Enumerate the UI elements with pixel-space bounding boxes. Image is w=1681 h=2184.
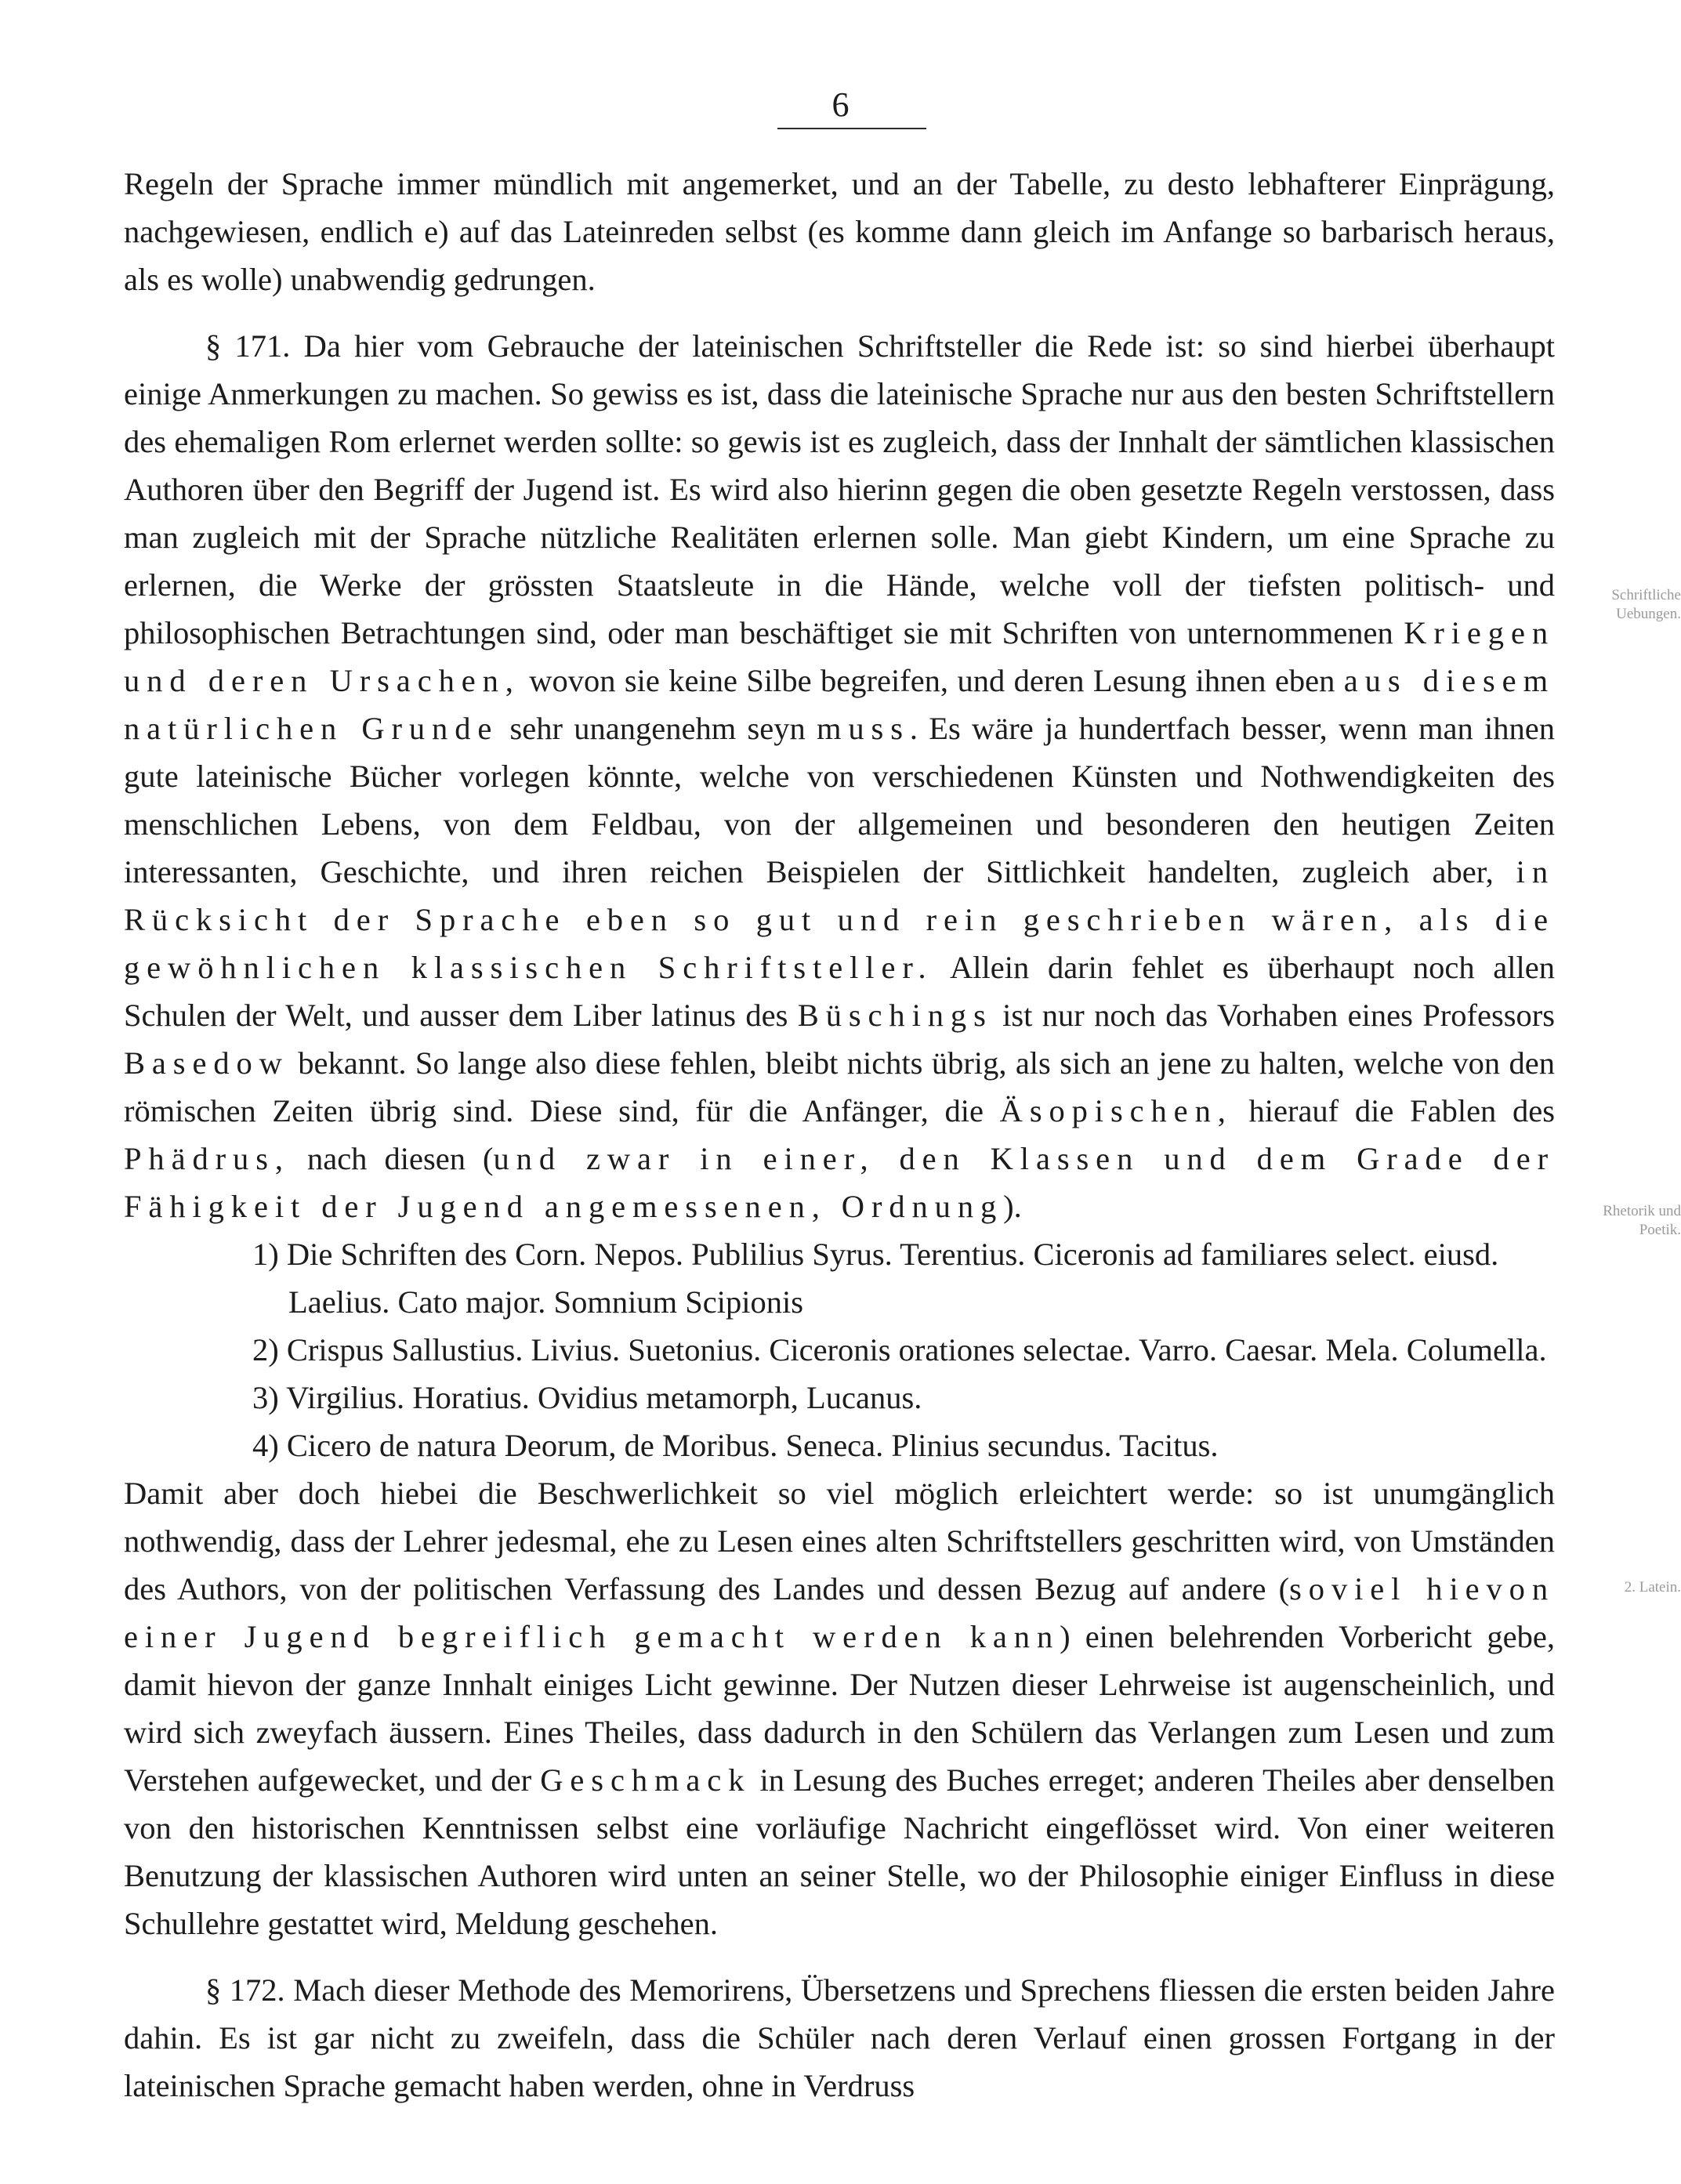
paragraph-171: [124, 322, 1555, 1230]
page-number: 6: [831, 85, 850, 124]
text-run: § 171. Da hier vom Gebrauche der lateinischen Schriftsteller die Rede ist: so sind hierbei überhaupt einige Anmerkungen zu machen. So gewiss es ist, dass die lateinische Sprache nur aus den besten Schriftstellern des ehemaligen Rom erlernet werden sollte: so gewis ist es zugleich, dass der Innhalt der sämtlichen klassischen Authoren über den Begriff der Jugend ist. Es wird also hierinn gegen die oben gesetzte Regeln verstossen, dass man zugleich mit der Sprache nützliche Realitäten erlernen solle. Man giebt Kindern, um eine Sprache zu erlernen, die Werke der grössten Staatsleute in die Hände, welche voll der tiefsten politisch- und philosophischen Betrachtungen sind, oder man beschäftiget sie mit Schriften von unternommenen: [124, 328, 1555, 650]
list-item: [124, 1422, 1555, 1469]
paragraph-damit: [124, 1469, 1555, 1947]
emphasis-run: soviel hievon einer Jugend begreiflich gemacht werden kann: [124, 1571, 1555, 1654]
emphasis-run: Kriegen und deren Ursachen,: [124, 615, 1555, 698]
emphasis-run: in Rücksicht der Sprache eben so gut und rein geschrieben wären, als die gewöhnlichen klassischen Schriftsteller.: [124, 854, 1555, 985]
emphasis-run: Phädrus,: [124, 1141, 290, 1176]
author-list: [124, 1230, 1555, 1469]
list-number: 2): [252, 1332, 279, 1367]
list-number: 3): [252, 1380, 279, 1415]
emphasis-run: Äsopischen,: [999, 1093, 1233, 1128]
margin-note-schriftliche: Schriftliche Uebungen.: [1611, 587, 1681, 622]
text-run: bekannt. So lange also diese fehlen, bleibt nichts übrig, als sich an jene zu halten, welche von den römischen Zeiten übrig sind. Diese sind, für die Anfänger, die: [124, 1045, 1555, 1128]
text-run: . Es wäre ja hundertfach besser, wenn man ihnen gute lateinische Bücher vorlegen könnte, welche von verschiedenen Künsten und Nothwendigkeiten des menschlichen Lebens, von dem Feldbau, von der allgemeinen und besonderen den heutigen Zeiten interessanten, Geschichte, und ihren reichen Beispielen der Sittlichkeit handelten, zugleich aber,: [124, 711, 1556, 889]
text-run: hierauf die Fablen des: [1232, 1093, 1555, 1128]
text-run: wovon sie keine Silbe begreifen, und deren Lesung ihnen eben: [520, 663, 1344, 698]
list-text: Die Schriften des Corn. Nepos. Publilius Syrus. Terentius. Ciceronis ad familiares select. eiusd. Laelius. Cato major. Somnium Scipionis: [286, 1237, 1499, 1320]
list-item: [124, 1326, 1555, 1374]
text-run: sehr unangenehm seyn: [498, 711, 817, 746]
emphasis-run: und zwar in einer, den Klassen und dem Grade der Fähigkeit der Jugend angemessenen, Ordnung: [124, 1141, 1556, 1224]
list-item: [124, 1374, 1555, 1422]
margin-note-rhetorik: Rhetorik und Poetik.: [1603, 1203, 1681, 1238]
text-run: ist nur noch das Vorhaben eines Professors: [992, 998, 1555, 1033]
emphasis-run: muss: [816, 711, 910, 746]
paragraph-continuation: Regeln der Sprache immer mündlich mit angemerket, und an der Tabelle, zu desto lebhafterer Einprägung, nachgewiesen, endlich e) auf das Lateinreden selbst (es komme dann gleich im Anfange so barbarisch heraus, als es wolle) unabwendig gedrungen.: [124, 166, 1555, 297]
emphasis-run: aus diesem natürlichen Grunde: [124, 663, 1555, 746]
text-run: ) einen belehrenden Vorbericht gebe, damit hievon der ganze Innhalt einiges Licht gewinne. Der Nutzen dieser Lehrweise ist augenscheinlich, und wird sich zweyfach äussern. Eines Theiles, dass dadurch in den Schülern das Verlangen zum Lesen und zum Verstehen aufgewecket, und der: [124, 1619, 1556, 1798]
list-text: Cicero de natura Deorum, de Moribus. Seneca. Plinius secundus. Tacitus.: [286, 1428, 1219, 1463]
list-number: 1): [252, 1237, 279, 1272]
text-run: ).: [1003, 1189, 1022, 1224]
list-text: Crispus Sallustius. Livius. Suetonius. Ciceronis orationes selectae. Varro. Caesar. Mela. Columella.: [286, 1332, 1547, 1367]
list-item: [124, 1230, 1555, 1326]
emphasis-run: Büschings: [797, 998, 993, 1033]
emphasis-run: Geschmack: [540, 1762, 752, 1798]
list-number: 4): [252, 1428, 279, 1463]
text-run: in Lesung des Buches erreget; anderen Theiles aber denselben von den historischen Kenntnissen selbst eine vorläufige Nachricht eingeflösset wird. Von einer weiteren Benutzung der klassischen Authoren wird unten an seiner Stelle, wo der Philosophie einiger Einfluss in diese Schullehre gestattet wird, Meldung geschehen.: [124, 1762, 1556, 1941]
page-body: [124, 160, 1555, 2110]
text-run: Allein darin fehlet es überhaupt noch allen Schulen der Welt, und ausser dem Liber latinus des: [124, 950, 1556, 1033]
text-run: Damit aber doch hiebei die Beschwerlichkeit so viel möglich erleichtert werde: so ist unumgänglich nothwendig, dass der Lehrer jedesmal, ehe zu Lesen eines alten Schriftstellers geschritten wird, von Umständen des Authors, von der politischen Verfassung des Landes und dessen Bezug auf andere (: [124, 1476, 1555, 1606]
page-number-rule: [777, 128, 926, 129]
paragraph-172: § 172. Mach dieser Methode des Memorirens, Übersetzens und Sprechens fliessen die ersten beiden Jahre dahin. Es ist gar nicht zu zweifeln, dass die Schüler nach deren Verlauf einen grossen Fortgang in der lateinischen Sprache gemacht haben werden, ohne in Verdruss: [124, 1972, 1555, 2103]
emphasis-run: Basedow: [124, 1045, 289, 1081]
list-text: Virgilius. Horatius. Ovidius metamorph, Lucanus.: [286, 1380, 922, 1415]
margin-note-latein: 2. Latein.: [1624, 1579, 1681, 1595]
text-run: nach diesen (: [289, 1141, 494, 1176]
